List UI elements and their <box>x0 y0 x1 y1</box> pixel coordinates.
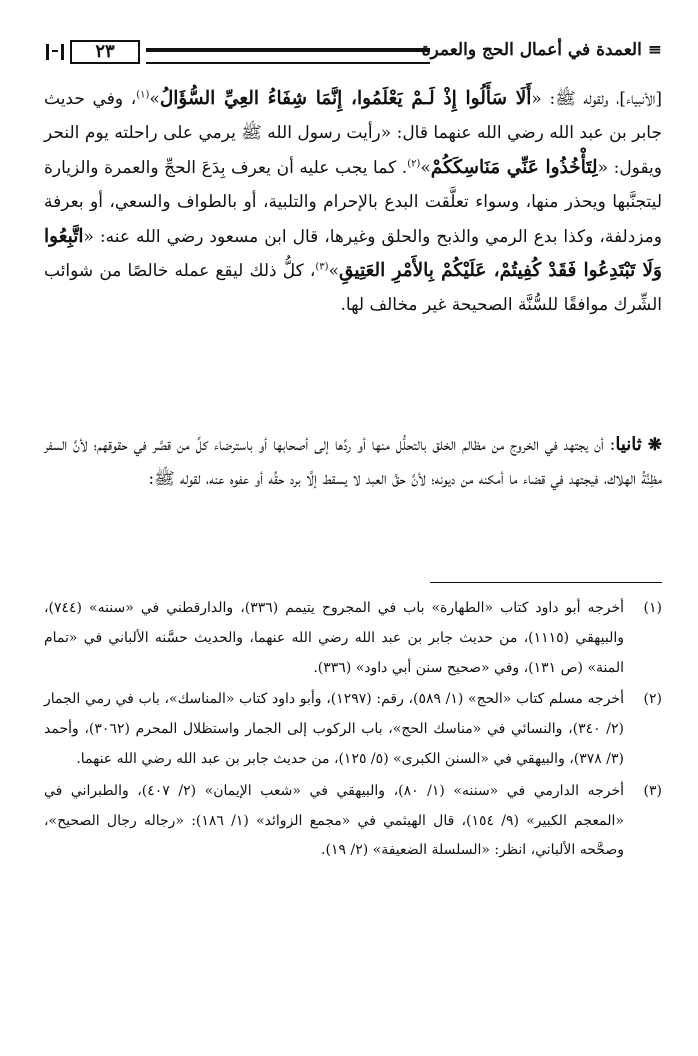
text-segment: » <box>149 89 160 109</box>
footnote-item <box>44 685 662 774</box>
text-segment: : أن يجتهد في الخروج من مظالم الخلق بالتحلُّل منها أو ردِّها إلى أصحابها أو باسترضاء كلِّ من قصَّر في حقوقهم؛ لأنَّ السفر مظِنَّةُ الهلاك، فيجتهد في قضاء ما أمكنه من ديونه؛ لأنَّ حقَّ العبد لا يسقط إلَّا برد حقِّه أو عفوه عنه، لقوله ﷺ: <box>44 435 662 490</box>
star-ornament-icon: ❋ <box>647 435 662 455</box>
hadith-quote: أَلَا سَأَلُوا إِذْ لَـمْ يَعْلَمُوا، إِنَّمَا شِفَاءُ العِيِّ السُّؤَالُ <box>159 88 532 109</box>
book-title: ≡ العمدة في أعمال الحج والعمرة <box>421 40 662 60</box>
main-paragraph-1 <box>44 82 662 323</box>
footnote-ref[interactable]: (٢) <box>407 158 421 170</box>
page-number: ٢٣ <box>70 40 140 64</box>
hadith-quote: لِتَأْخُذُوا عَنِّي مَنَاسِكَكُمْ <box>430 156 598 178</box>
footnote-ref[interactable]: (٣) <box>315 261 329 273</box>
footnote-text: أخرجه الدارمي في «سننه» (١/ ٨٠)، والبيهقي في «شعب الإيمان» (٢/ ٤٠٧)، والطبراني في «المعجم الكبير» (٩/ ١٥٤)، قال الهيثمي في «مجمع الزوائد» (١/ ١٨٦): «رجاله رجال الصحيح»، وصحَّحه الألباني، انظر: «السلسلة الضعيفة» (٢/ ١٩). <box>44 782 625 859</box>
text-segment: . كما يجب عليه أن يعرف بِدَعَ الحجِّ والعمرة والزيارة ليتجنَّبها ويحذر منها، وسواء تعلَّقت البدع بالإحرام والتلبية، أو بالطواف والسعي، أو بعرفة ومزدلفة، وكذا بدع الرمي والذبح والحلق وغيرها، قال ابن مسعود رضي الله عنه: « <box>44 157 662 247</box>
footnote-number: (٢) <box>643 691 662 708</box>
main-paragraph-2 <box>44 428 662 497</box>
footnote-text: أخرجه أبو داود كتاب «الطهارة» باب في المجروح يتيمم (٣٣٦)، والدارقطني في «سننه» (٧٤٤)، والبيهقي (١١١٥)، من حديث جابر بن عبد الله رضي الله عنهما، والحديث حسَّنه الألباني في «تمام المنة» (ص ١٣١)، وفي «صحيح سنن أبي داود» (٣٣٦). <box>44 600 624 676</box>
footnote-text: أخرجه مسلم كتاب «الحج» (١/ ٥٨٩)، رقم: (١٢٩٧)، وأبو داود كتاب «المناسك»، باب في رمي الجمار (٢/ ٣٤٠)، والنسائي في «مناسك الحج»، باب الركوب إلى الجمار واستظلال المحرم (٣٠٦٢)، وأحمد (٣/ ٣٧٨)، والبيهقي في «السنن الكبرى» (٥/ ١٢٥)، من حديث جابر بن عبد الله رضي الله عنهما. <box>44 691 624 767</box>
footnote-number: (٣) <box>643 782 662 799</box>
footnote-number: (١) <box>643 600 662 616</box>
header-end-ornament <box>46 44 64 60</box>
footnote-item <box>44 777 662 866</box>
footnote-ref[interactable]: (١) <box>136 89 150 101</box>
text-segment: ، كلُّ ذلك ليقع عمله خالصًا من شوائب الشِّرك موافقًا للسُّنَّة الصحيحة غير مخالف لها. <box>44 261 662 316</box>
text-segment: [الأنبياء]، ولقوله ﷺ: « <box>531 89 663 109</box>
footnote-item <box>44 594 662 683</box>
text-segment: ، وفي حديث جابر بن عبد الله رضي الله عنهما قال: «رأيت رسول الله ﷺ يرمي على راحلته يوم النحر ويقول: « <box>44 89 662 178</box>
text-segment: » <box>420 157 431 178</box>
header-rule <box>146 48 430 64</box>
text-segment: » <box>328 261 339 282</box>
footnotes <box>44 594 662 868</box>
running-header <box>46 38 662 68</box>
point-heading: ثانيا <box>615 434 642 455</box>
hadith-quote: اتَّبِعُوا وَلَا تَبْتَدِعُوا فَقَدْ كُفِيتُمْ، عَلَيْكُمْ بِالأَمْرِ العَتِيقِ <box>44 225 662 282</box>
footnote-separator <box>430 582 662 583</box>
